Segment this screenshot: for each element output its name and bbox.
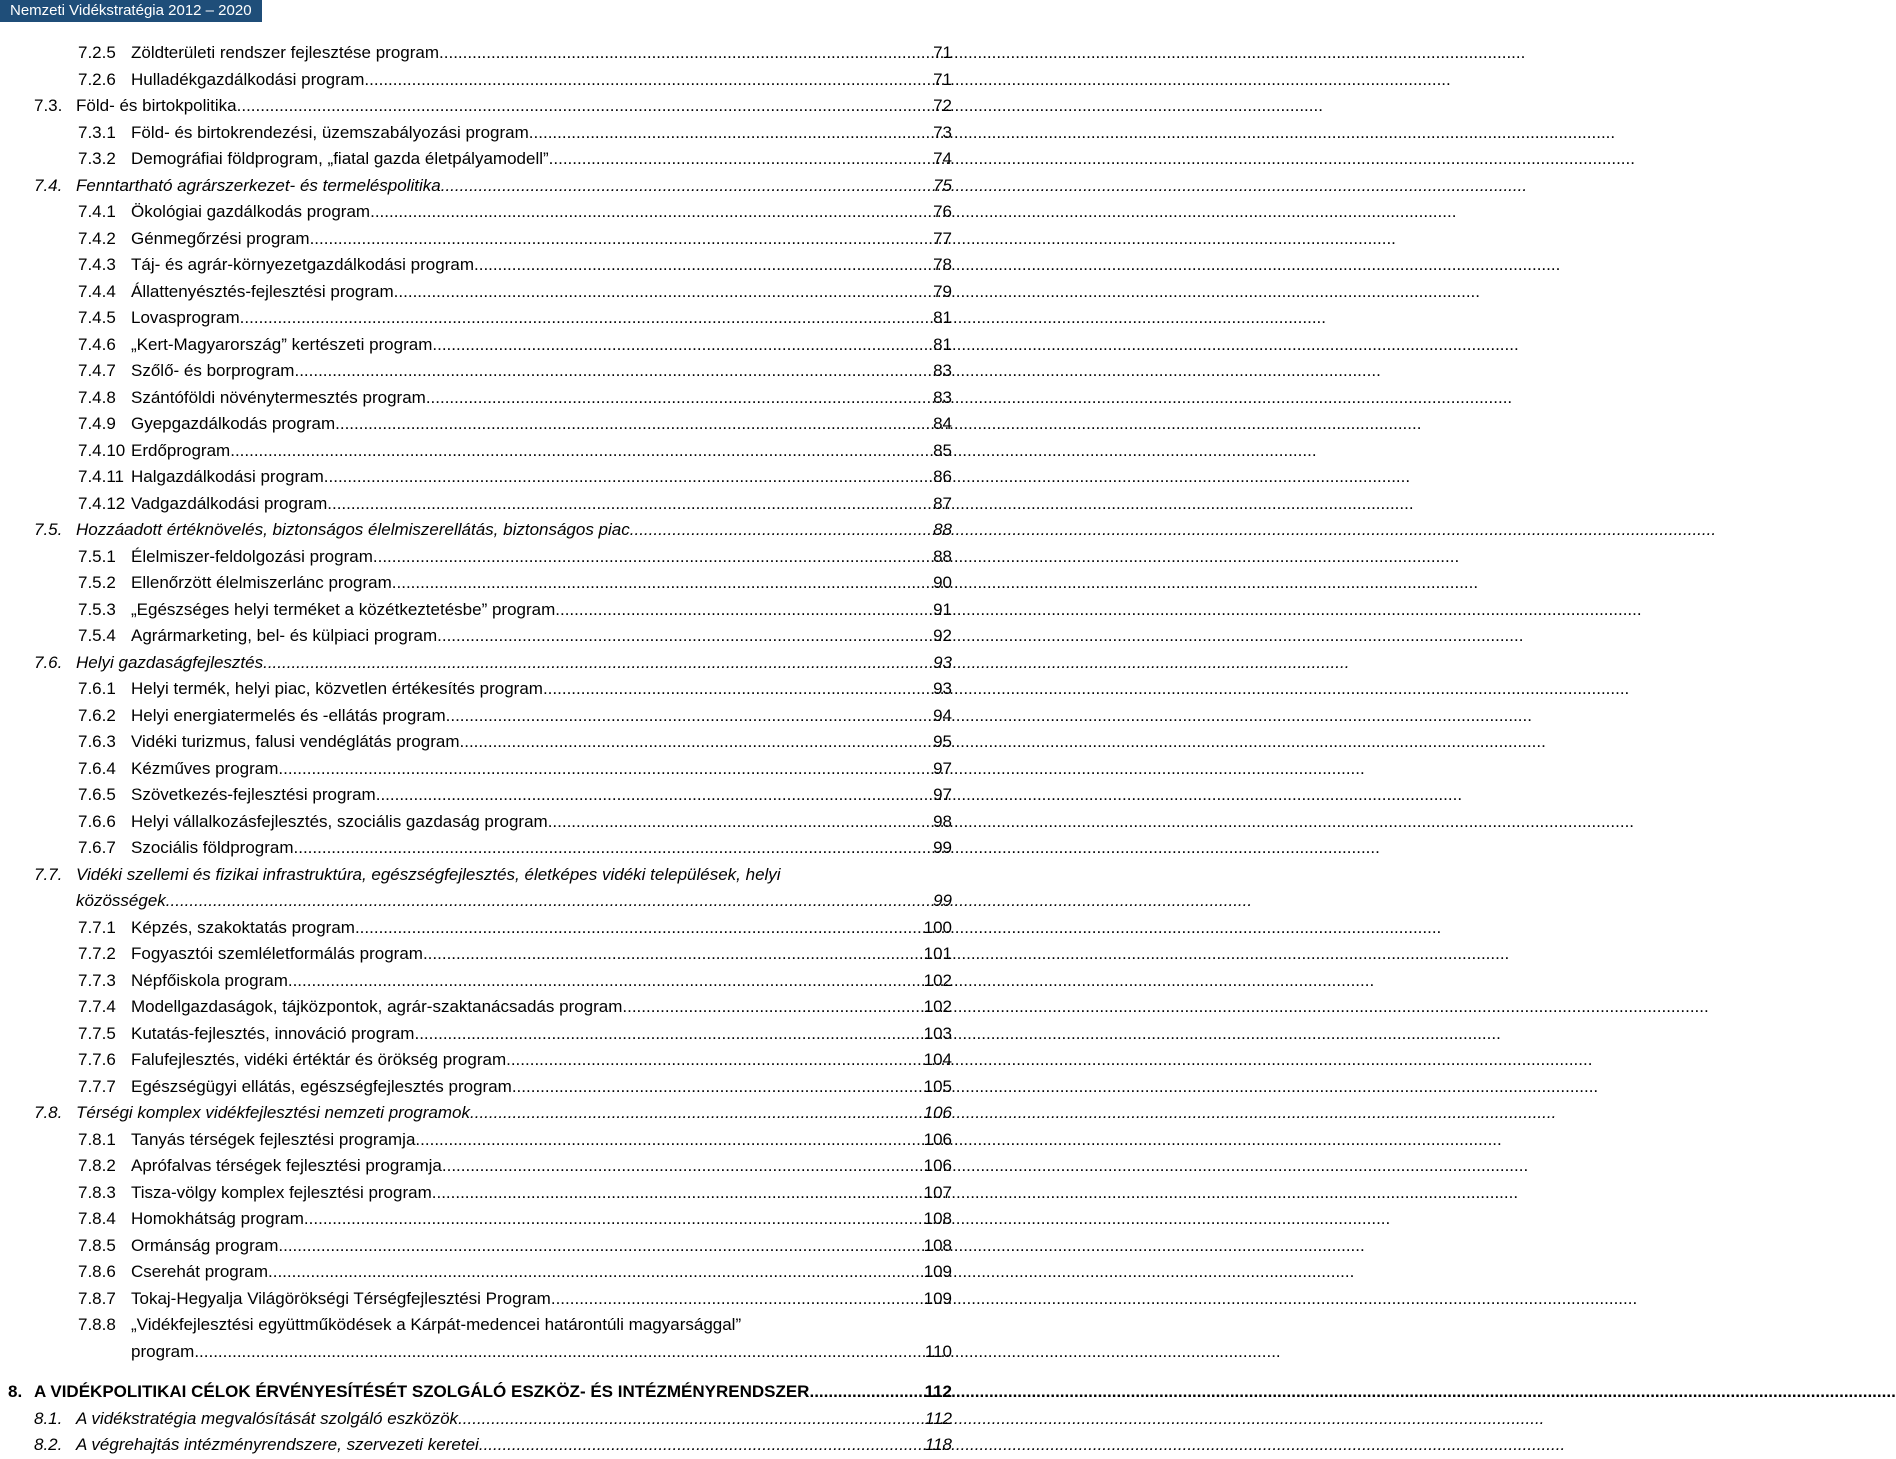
toc-entry-number: 7.4.1 — [78, 202, 116, 221]
toc-entry-number: 7.7.1 — [78, 917, 116, 937]
dot-leader — [470, 1100, 1556, 1127]
dot-leader — [551, 1286, 1637, 1313]
toc-entry-title: Kutatás-fejlesztés, innováció program — [131, 1023, 415, 1043]
dot-leader — [512, 1074, 1598, 1101]
dot-leader — [474, 252, 1560, 279]
toc-entry-title: Erdőprogram — [131, 440, 231, 460]
toc-entry-title: Vadgazdálkodási program — [131, 493, 328, 513]
toc-entry-title: Aprófalvas térségek fejlesztési programja — [131, 1156, 442, 1175]
toc-entry[interactable] — [0, 1286, 960, 1313]
document-header: Nemzeti Vidékstratégia 2012 – 2020 — [0, 0, 262, 22]
toc-entry-page: 83 — [933, 361, 952, 380]
toc-entry-title: Egészségügyi ellátás, egészségfejlesztés program — [131, 1076, 512, 1096]
toc-entry[interactable] — [0, 40, 960, 67]
toc-entry-page: 98 — [933, 811, 952, 831]
toc-entry-number: 7.6.7 — [78, 838, 116, 857]
toc-entry-page: 91 — [933, 599, 952, 619]
toc-entry-title: Ellenőrzött élelmiszerlánc program — [131, 573, 392, 592]
toc-entry[interactable] — [0, 1379, 960, 1406]
toc-entry-number: 7.2.5 — [78, 43, 116, 62]
dot-leader — [442, 1153, 1528, 1180]
toc-entry-page: 100 — [923, 917, 952, 937]
toc-entry-title: A VIDÉKPOLITIKAI CÉLOK ÉRVÉNYESÍTÉSÉT SZOLGÁLÓ ESZKÖZ- ÉS INTÉZMÉNYRENDSZER — [34, 1382, 810, 1401]
toc-entry-number: 7.6. — [34, 652, 63, 672]
dot-leader — [446, 703, 1532, 730]
dot-leader — [327, 491, 1413, 518]
toc-entry[interactable] — [0, 411, 960, 438]
toc-entry-title: Szociális földprogram — [131, 838, 294, 857]
toc-entry-title: Helyi gazdaságfejlesztés — [76, 652, 264, 672]
dot-leader — [370, 199, 1456, 226]
toc-entry-number: 7.7.4 — [78, 997, 116, 1016]
toc-entry-page: 74 — [933, 149, 952, 168]
toc-entry-number: 7.5.3 — [78, 599, 116, 619]
toc-entry[interactable] — [0, 1233, 960, 1260]
toc-entry-page: 75 — [933, 175, 952, 195]
toc-entry-title: Táj- és agrár-környezetgazdálkodási program — [131, 255, 474, 274]
toc-entry[interactable] — [0, 358, 960, 385]
toc-entry-page: 108 — [923, 1235, 952, 1255]
toc-entry[interactable] — [0, 1180, 960, 1207]
toc-entry-title: Cserehát program — [131, 1262, 269, 1281]
toc-entry-number: 7.7.3 — [78, 970, 116, 990]
dot-leader — [622, 994, 1708, 1021]
toc-entry-title: „Egészséges helyi terméket a közétkeztetésbe” program — [131, 599, 556, 619]
toc-entry-number: 8. — [8, 1382, 23, 1401]
toc-entry-page: 78 — [933, 255, 952, 274]
dot-leader — [376, 782, 1462, 809]
toc-entry[interactable] — [0, 146, 960, 173]
toc-entry-page: 101 — [923, 944, 952, 963]
toc-entry-page: 94 — [933, 705, 952, 725]
toc-entry-page: 106 — [923, 1129, 952, 1149]
toc-entry[interactable] — [0, 1021, 960, 1048]
toc-entry-title: Térségi komplex vidékfejlesztési nemzeti programok — [76, 1103, 470, 1122]
toc-entry-number: 8.1. — [34, 1408, 63, 1428]
toc-entry-page: 97 — [933, 785, 952, 804]
dot-leader — [548, 809, 1634, 836]
toc-entry-title: Szőlő- és borprogram — [131, 361, 295, 380]
toc-entry-number: 7.3.1 — [78, 122, 116, 142]
toc-entry-page: 110 — [924, 1341, 952, 1361]
dot-leader — [268, 1259, 1354, 1286]
dot-leader — [458, 1406, 1544, 1433]
toc-entry-page: 92 — [933, 626, 952, 645]
toc-entry[interactable] — [0, 1406, 960, 1433]
toc-entry-page: 77 — [933, 228, 952, 248]
toc-entry-number: 7.6.5 — [78, 785, 116, 804]
dot-leader — [294, 358, 1380, 385]
toc-entry-page: 88 — [933, 520, 952, 539]
toc-entry-number: 7.6.2 — [78, 705, 116, 725]
toc-entry-number: 7.4.10 — [78, 440, 126, 460]
toc-entry-page: 71 — [933, 43, 952, 62]
toc-entry-title: Föld- és birtokpolitika — [76, 96, 237, 115]
toc-entry[interactable] — [0, 93, 960, 120]
dot-leader — [278, 756, 1364, 783]
dot-leader — [479, 1432, 1565, 1459]
toc-entry-title: Helyi termék, helyi piac, közvetlen értékesítés program — [131, 679, 543, 698]
toc-entry-page: 86 — [933, 467, 952, 486]
toc-entry[interactable] — [0, 597, 960, 624]
toc-entry-title: Föld- és birtokrendezési, üzemszabályozási program — [131, 122, 529, 142]
dot-leader — [278, 1233, 1364, 1260]
toc-entry-number: 7.8.4 — [78, 1209, 116, 1228]
toc-entry-page: 85 — [933, 440, 952, 460]
toc-entry[interactable] — [0, 438, 960, 465]
toc-entry-title: Állattenyésztés-fejlesztési program — [131, 281, 394, 301]
toc-entry[interactable] — [0, 941, 960, 968]
toc-entry-number: 7.2.6 — [78, 69, 116, 89]
toc-entry[interactable] — [0, 1259, 960, 1286]
section-gap — [0, 1365, 960, 1379]
dot-leader — [439, 40, 1525, 67]
toc-entry-page: 88 — [933, 546, 952, 566]
dot-leader — [549, 146, 1635, 173]
toc-entry-number: 7.4. — [34, 175, 63, 195]
toc-entry-page: 108 — [923, 1209, 952, 1228]
toc-entry-number: 7.4.4 — [78, 281, 116, 301]
toc-entry-title: Gyepgazdálkodás program — [131, 414, 336, 433]
toc-entry[interactable] — [0, 279, 960, 306]
toc-entry-title: Ormánság program — [131, 1235, 279, 1255]
toc-entry[interactable] — [0, 782, 960, 809]
toc-entry[interactable] — [0, 1153, 960, 1180]
toc-entry[interactable] — [0, 1206, 960, 1233]
toc-entry-page: 71 — [933, 69, 952, 89]
toc-entry-title: A vidékstratégia megvalósítását szolgáló eszközök — [76, 1408, 459, 1428]
toc-entry-page: 105 — [923, 1076, 952, 1096]
toc-entry[interactable] — [0, 703, 960, 730]
toc-entry-title-cont: közösségek — [76, 891, 166, 910]
toc-entry-title: Falufejlesztés, vidéki értéktár és örökség program — [131, 1050, 507, 1069]
dot-leader — [529, 120, 1615, 147]
toc-entry-number: 7.8.7 — [78, 1288, 116, 1308]
dot-leader — [230, 438, 1316, 465]
toc-entry-title: Kézműves program — [131, 758, 279, 778]
toc-entry-title: Fogyasztói szemléletformálás program — [131, 944, 423, 963]
toc-entry-number: 7.6.6 — [78, 811, 116, 831]
dot-leader — [304, 1206, 1390, 1233]
toc-entry[interactable] — [0, 1312, 960, 1339]
toc-entry-page: 104 — [923, 1050, 952, 1069]
toc-entry-page: 83 — [933, 387, 952, 407]
toc-entry-number: 7.4.6 — [78, 334, 116, 354]
toc-entry-title: Ökológiai gazdálkodás program — [131, 202, 371, 221]
toc-entry-page: 112 — [924, 1382, 952, 1401]
toc-entry-title: Helyi energiatermelés és -ellátás program — [131, 705, 446, 725]
toc-entry-page: 99 — [933, 838, 952, 857]
toc-entry-title: „Kert-Magyarország” kertészeti program — [131, 334, 433, 354]
toc-entry-title: Génmegőrzési program — [131, 228, 310, 248]
toc-entry[interactable] — [0, 676, 960, 703]
table-of-contents — [0, 40, 960, 1459]
toc-entry-number: 7.7.2 — [78, 944, 116, 963]
toc-entry[interactable] — [0, 491, 960, 518]
toc-entry-number: 7.7.6 — [78, 1050, 116, 1069]
toc-entry[interactable] — [0, 994, 960, 1021]
toc-entry-number: 7.8.2 — [78, 1156, 116, 1175]
toc-entry[interactable] — [0, 915, 960, 942]
toc-entry-page: 109 — [923, 1288, 952, 1308]
toc-entry-title: Helyi vállalkozásfejlesztés, szociális gazdaság program — [131, 811, 548, 831]
toc-entry-title: Lovasprogram — [131, 308, 240, 327]
toc-entry-title: Halgazdálkodási program — [131, 467, 324, 486]
toc-entry-title: Vidéki turizmus, falusi vendéglátás program — [131, 732, 460, 751]
toc-entry-continuation[interactable] — [0, 1339, 960, 1366]
dot-leader — [414, 1021, 1500, 1048]
toc-entry-title: Tokaj-Hegyalja Világörökségi Térségfejlesztési Program — [131, 1288, 551, 1308]
toc-entry-title: Zöldterületi rendszer fejlesztése program — [131, 43, 440, 62]
toc-entry[interactable] — [0, 862, 960, 889]
toc-entry-page: 79 — [933, 281, 952, 301]
toc-entry-number: 7.8.8 — [78, 1315, 116, 1334]
toc-entry-number: 7.3.2 — [78, 149, 116, 168]
toc-entry[interactable] — [0, 809, 960, 836]
toc-entry-number: 7.4.2 — [78, 228, 116, 248]
toc-entry-number: 7.4.7 — [78, 361, 116, 380]
toc-entry-title: Agrármarketing, bel- és külpiaci program — [131, 626, 438, 645]
dot-leader — [263, 650, 1349, 677]
toc-entry-page: 81 — [933, 308, 952, 327]
toc-entry[interactable] — [0, 226, 960, 253]
toc-entry-page: 73 — [933, 122, 952, 142]
toc-entry-number: 7.4.5 — [78, 308, 116, 327]
dot-leader — [423, 941, 1509, 968]
toc-entry-number: 7.7.5 — [78, 1023, 116, 1043]
toc-entry[interactable] — [0, 67, 960, 94]
toc-entry-number: 7.4.11 — [78, 467, 125, 486]
toc-entry-page: 103 — [923, 1023, 952, 1043]
toc-entry-title: Tanyás térségek fejlesztési programja — [131, 1129, 416, 1149]
dot-leader — [415, 1127, 1501, 1154]
dot-leader — [460, 729, 1546, 756]
toc-entry-page: 95 — [933, 732, 952, 751]
toc-entry-title: Szántóföldi növénytermesztés program — [131, 387, 426, 407]
dot-leader — [432, 1180, 1518, 1207]
toc-entry-title: Hozzáadott értéknövelés, biztonságos élelmiszerellátás, biztonságos piac — [76, 520, 630, 539]
toc-entry-page: 81 — [933, 334, 952, 354]
toc-entry-title: Modellgazdaságok, tájközpontok, agrár-szaktanácsadás program — [131, 997, 623, 1016]
toc-entry-number: 7.7.7 — [78, 1076, 116, 1096]
dot-leader — [310, 226, 1396, 253]
toc-entry[interactable] — [0, 332, 960, 359]
toc-entry-page: 93 — [933, 679, 952, 698]
dot-leader — [506, 1047, 1592, 1074]
toc-entry[interactable] — [0, 385, 960, 412]
toc-entry[interactable] — [0, 517, 960, 544]
toc-entry-number: 7.5. — [34, 520, 63, 539]
dot-leader — [630, 517, 1716, 544]
toc-entry-number: 7.4.12 — [78, 493, 126, 513]
toc-entry[interactable] — [0, 464, 960, 491]
toc-entry[interactable] — [0, 729, 960, 756]
toc-entry-page: 72 — [933, 96, 952, 115]
toc-entry-title: Képzés, szakoktatás program — [131, 917, 355, 937]
toc-entry-title: Élelmiszer-feldolgozási program — [131, 546, 373, 566]
dot-leader — [240, 305, 1326, 332]
dot-leader — [555, 597, 1641, 624]
toc-entry[interactable] — [0, 968, 960, 995]
dot-leader — [809, 1379, 1895, 1406]
toc-entry-page: 97 — [933, 758, 952, 778]
dot-leader — [426, 385, 1512, 412]
toc-entry-page: 107 — [923, 1182, 952, 1202]
toc-entry-number: 8.2. — [34, 1435, 63, 1454]
toc-entry[interactable] — [0, 1432, 960, 1459]
toc-entry-number: 7.7. — [34, 864, 63, 884]
toc-entry-page: 118 — [924, 1435, 952, 1454]
toc-entry-number: 7.5.2 — [78, 573, 116, 592]
dot-leader — [543, 676, 1629, 703]
toc-entry-page: 102 — [923, 997, 952, 1016]
dot-leader — [355, 915, 1441, 942]
toc-entry-title: „Vidékfejlesztési együttműködések a Kárpát-medencei határontúli magyarsággal” — [131, 1315, 742, 1334]
toc-entry[interactable] — [0, 623, 960, 650]
toc-entry[interactable] — [0, 1074, 960, 1101]
toc-entry[interactable] — [0, 120, 960, 147]
toc-entry-number: 7.6.1 — [78, 679, 116, 698]
toc-entry-page: 87 — [933, 493, 952, 513]
toc-entry-title: Tisza-völgy komplex fejlesztési program — [131, 1182, 432, 1202]
toc-entry-number: 7.4.3 — [78, 255, 116, 274]
toc-entry-page: 93 — [933, 652, 952, 672]
toc-entry-page: 109 — [923, 1262, 952, 1281]
toc-entry-title: Szövetkezés-fejlesztési program — [131, 785, 376, 804]
dot-leader — [288, 968, 1374, 995]
toc-entry-number: 7.8.3 — [78, 1182, 116, 1202]
dot-leader — [237, 93, 1323, 120]
dot-leader — [373, 544, 1459, 571]
toc-entry[interactable] — [0, 1100, 960, 1127]
toc-entry-page: 112 — [924, 1408, 952, 1428]
dot-leader — [166, 888, 1252, 915]
toc-entry[interactable] — [0, 570, 960, 597]
toc-entry-title: Vidéki szellemi és fizikai infrastruktúra, egészségfejlesztés, életképes vidéki települések, helyi — [76, 864, 781, 884]
toc-entry-number: 7.3. — [34, 96, 63, 115]
toc-entry-title: Hulladékgazdálkodási program — [131, 69, 365, 89]
toc-entry-continuation[interactable] — [0, 888, 960, 915]
toc-entry[interactable] — [0, 756, 960, 783]
toc-entry-number: 7.4.9 — [78, 414, 116, 433]
toc-entry[interactable] — [0, 1127, 960, 1154]
toc-entry-title: Demográfiai földprogram, „fiatal gazda életpályamodell” — [131, 149, 549, 168]
toc-entry[interactable] — [0, 173, 960, 200]
dot-leader — [432, 332, 1518, 359]
toc-entry[interactable] — [0, 1047, 960, 1074]
toc-entry-page: 106 — [923, 1156, 952, 1175]
toc-entry-number: 7.8.1 — [78, 1129, 116, 1149]
toc-entry[interactable] — [0, 835, 960, 862]
toc-entry-page: 99 — [933, 891, 952, 910]
toc-entry-number: 7.5.4 — [78, 626, 116, 645]
dot-leader — [324, 464, 1410, 491]
toc-entry-title: Népfőiskola program — [131, 970, 288, 990]
toc-entry[interactable] — [0, 650, 960, 677]
toc-entry-title: Homokhátság program — [131, 1209, 304, 1228]
toc-entry-page: 102 — [923, 970, 952, 990]
toc-entry-page: 84 — [933, 414, 952, 433]
toc-entry-page: 106 — [923, 1103, 952, 1122]
dot-leader — [194, 1339, 1280, 1366]
toc-entry-page: 76 — [933, 202, 952, 221]
toc-entry[interactable] — [0, 305, 960, 332]
toc-entry-title-cont: program — [131, 1341, 195, 1361]
toc-entry-number: 7.4.8 — [78, 387, 116, 407]
toc-entry-number: 7.6.4 — [78, 758, 116, 778]
toc-entry[interactable] — [0, 544, 960, 571]
toc-entry-number: 7.5.1 — [78, 546, 116, 566]
dot-leader — [364, 67, 1450, 94]
toc-entry-title: A végrehajtás intézményrendszere, szervezeti keretei — [76, 1435, 479, 1454]
toc-entry[interactable] — [0, 252, 960, 279]
toc-entry-number: 7.8.6 — [78, 1262, 116, 1281]
dot-leader — [335, 411, 1421, 438]
dot-leader — [294, 835, 1380, 862]
toc-entry-title: Fenntartható agrárszerkezet- és termeléspolitika — [76, 175, 441, 195]
toc-entry-number: 7.8.5 — [78, 1235, 116, 1255]
toc-entry-number: 7.8. — [34, 1103, 63, 1122]
toc-entry-page: 90 — [933, 573, 952, 592]
dot-leader — [441, 173, 1527, 200]
toc-entry[interactable] — [0, 199, 960, 226]
dot-leader — [437, 623, 1523, 650]
toc-entry-number: 7.6.3 — [78, 732, 116, 751]
